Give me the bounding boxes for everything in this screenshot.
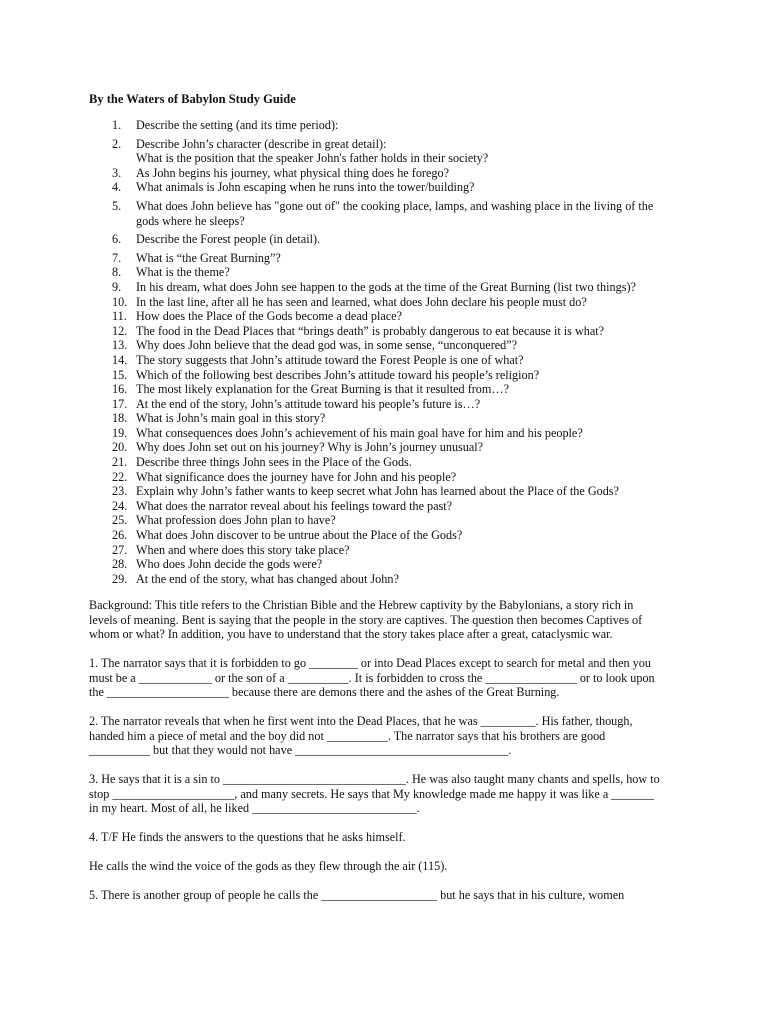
question-item [89,484,689,499]
question-text: What significance does the journey have for John and his people? [136,469,457,484]
question-item [89,180,689,195]
question-number: 27. [112,542,128,557]
question-number: 6. [112,232,122,247]
question-item [89,324,689,339]
paragraph-line: levels of meaning. Bent is saying that the people in the story are captives. The question then becomes Captives of [89,612,643,627]
background-paragraph [89,598,689,642]
question-list [89,118,689,586]
question-text: The most likely explanation for the Great Burning is that it resulted from…? [136,382,509,397]
question-item [89,382,689,397]
paragraph-line: the ____________________ because there are demons there and the ashes of the Great Burning. [89,685,560,700]
question-text: What consequences does John’s achievement of his main goal have for him and his people? [136,425,583,440]
paragraph-line: __________ but that they would not have ___________________________________. [89,743,512,758]
question-text: What is the theme? [136,265,230,280]
paragraph-line: 5. There is another group of people he calls the ___________________ but he says that in his culture, women [89,888,625,902]
question-text: What does the narrator reveal about his feelings toward the past? [136,498,453,513]
question-item [89,543,689,558]
fill-in-question-1 [89,656,689,700]
question-number: 22. [112,469,128,484]
question-item [89,426,689,441]
question-number: 23. [112,484,128,499]
question-number: 1. [112,118,122,132]
question-number: 12. [112,323,128,338]
question-text: Why does John believe that the dead god was, in some sense, “unconquered”? [136,338,518,353]
question-number: 14. [112,352,128,367]
question-text: As John begins his journey, what physical thing does he forego? [136,165,449,180]
question-text: Who does John decide the gods were? [136,557,323,572]
question-item [89,265,689,280]
page-title: By the Waters of Babylon Study Guide [89,92,296,106]
fill-in-question-5 [89,888,689,903]
question-number: 15. [112,367,128,382]
question-text: Describe John’s character (describe in great detail): [136,136,387,151]
question-item [89,440,689,455]
question-number: 28. [112,557,128,572]
paragraph-line: Background: This title refers to the Christian Bible and the Hebrew captivity by the Babylonians, a story rich in [89,598,634,612]
question-subtext: What is the position that the speaker John's father holds in their society? [136,151,489,166]
question-text: What does John believe has "gone out of" the cooking place, lamps, and washing place in the living of the [136,198,654,213]
question-item [89,166,689,181]
question-item [89,513,689,528]
question-number: 19. [112,425,128,440]
fill-in-question-2 [89,714,689,758]
question-item [89,572,689,587]
question-item [89,199,689,228]
paragraph-line: 3. He says that it is a sin to ______________________________. He was also taught many chants and spells, how to [89,772,660,786]
question-item [89,470,689,485]
question-item [89,137,689,166]
question-text: How does the Place of the Gods become a dead place? [136,309,402,324]
question-number: 25. [112,513,128,528]
question-number: 5. [112,198,122,213]
question-number: 3. [112,165,122,180]
question-text: At the end of the story, John’s attitude toward his people’s future is…? [136,396,481,411]
question-subtext: gods where he sleeps? [136,213,245,228]
question-number: 13. [112,338,128,353]
question-number: 18. [112,411,128,426]
question-item [89,397,689,412]
question-item [89,557,689,572]
question-text: Why does John set out on his journey? Why is John’s journey unusual? [136,440,484,455]
question-number: 2. [112,136,122,151]
question-number: 20. [112,440,128,455]
question-item [89,528,689,543]
question-item [89,411,689,426]
question-text: What animals is John escaping when he runs into the tower/building? [136,180,475,195]
question-item [89,455,689,470]
question-number: 4. [112,180,122,195]
question-number: 11. [112,309,127,324]
paragraph-line: handed him a piece of metal and the boy did not __________. The narrator says that his brothers are good [89,728,606,743]
question-text: What does John discover to be untrue about the Place of the Gods? [136,528,463,543]
question-item [89,251,689,266]
question-text: Describe three things John sees in the Place of the Gods. [136,455,412,470]
question-number: 8. [112,265,122,280]
question-item [89,295,689,310]
question-text: What is John’s main goal in this story? [136,411,326,426]
question-item [89,118,689,133]
question-number: 9. [112,279,122,294]
true-false-question-4 [89,830,689,845]
question-item [89,280,689,295]
question-text: Describe the Forest people (in detail). [136,232,321,247]
question-item [89,368,689,383]
paragraph-line: must be a ____________ or the son of a __________. It is forbidden to cross the _______________ or to look upon [89,670,655,685]
fill-in-question-3 [89,772,689,816]
question-text: At the end of the story, what has changed about John? [136,571,399,586]
question-number: 24. [112,498,128,513]
question-text: The story suggests that John’s attitude toward the Forest People is one of what? [136,352,524,367]
question-number: 7. [112,250,122,265]
question-number: 29. [112,571,128,586]
question-text: In his dream, what does John see happen to the gods at the time of the Great Burning (list two things)? [136,279,636,294]
question-text: When and where does this story take place? [136,542,350,557]
question-text: What profession does John plan to have? [136,513,336,528]
paragraph-line: 4. T/F He finds the answers to the questions that he asks himself. [89,830,406,844]
note-line [89,859,689,874]
question-number: 26. [112,528,128,543]
paragraph-line: stop ____________________, and many secrets. He says that My knowledge made me happy it was like a _______ [89,786,654,801]
question-number: 21. [112,455,128,470]
question-item [89,309,689,324]
paragraph-line: whom or what? In addition, you have to understand that the story takes place after a great, cataclysmic war. [89,627,613,642]
question-text: In the last line, after all he has seen and learned, what does John declare his people must do? [136,294,587,309]
question-number: 17. [112,396,128,411]
question-text: Explain why John’s father wants to keep secret what John has learned about the Place of the Gods? [136,484,619,499]
question-number: 16. [112,382,128,397]
question-text: Describe the setting (and its time period): [136,118,339,132]
question-text: What is “the Great Burning”? [136,250,281,265]
paragraph-line: He calls the wind the voice of the gods as they flew through the air (115). [89,859,448,873]
question-text: Which of the following best describes John’s attitude toward his people’s religion? [136,367,540,382]
paragraph-line: 1. The narrator says that it is forbidden to go ________ or into Dead Places except to search for metal and then you [89,656,651,670]
question-number: 10. [112,294,128,309]
question-item [89,338,689,353]
paragraph-line: 2. The narrator reveals that when he first went into the Dead Places, that he was _________. His father, though, [89,714,633,728]
question-item [89,499,689,514]
paragraph-line: in my heart. Most of all, he liked ___________________________. [89,801,420,816]
question-item [89,353,689,368]
question-text: The food in the Dead Places that “brings death” is probably dangerous to eat because it is what? [136,323,605,338]
question-item [89,232,689,247]
